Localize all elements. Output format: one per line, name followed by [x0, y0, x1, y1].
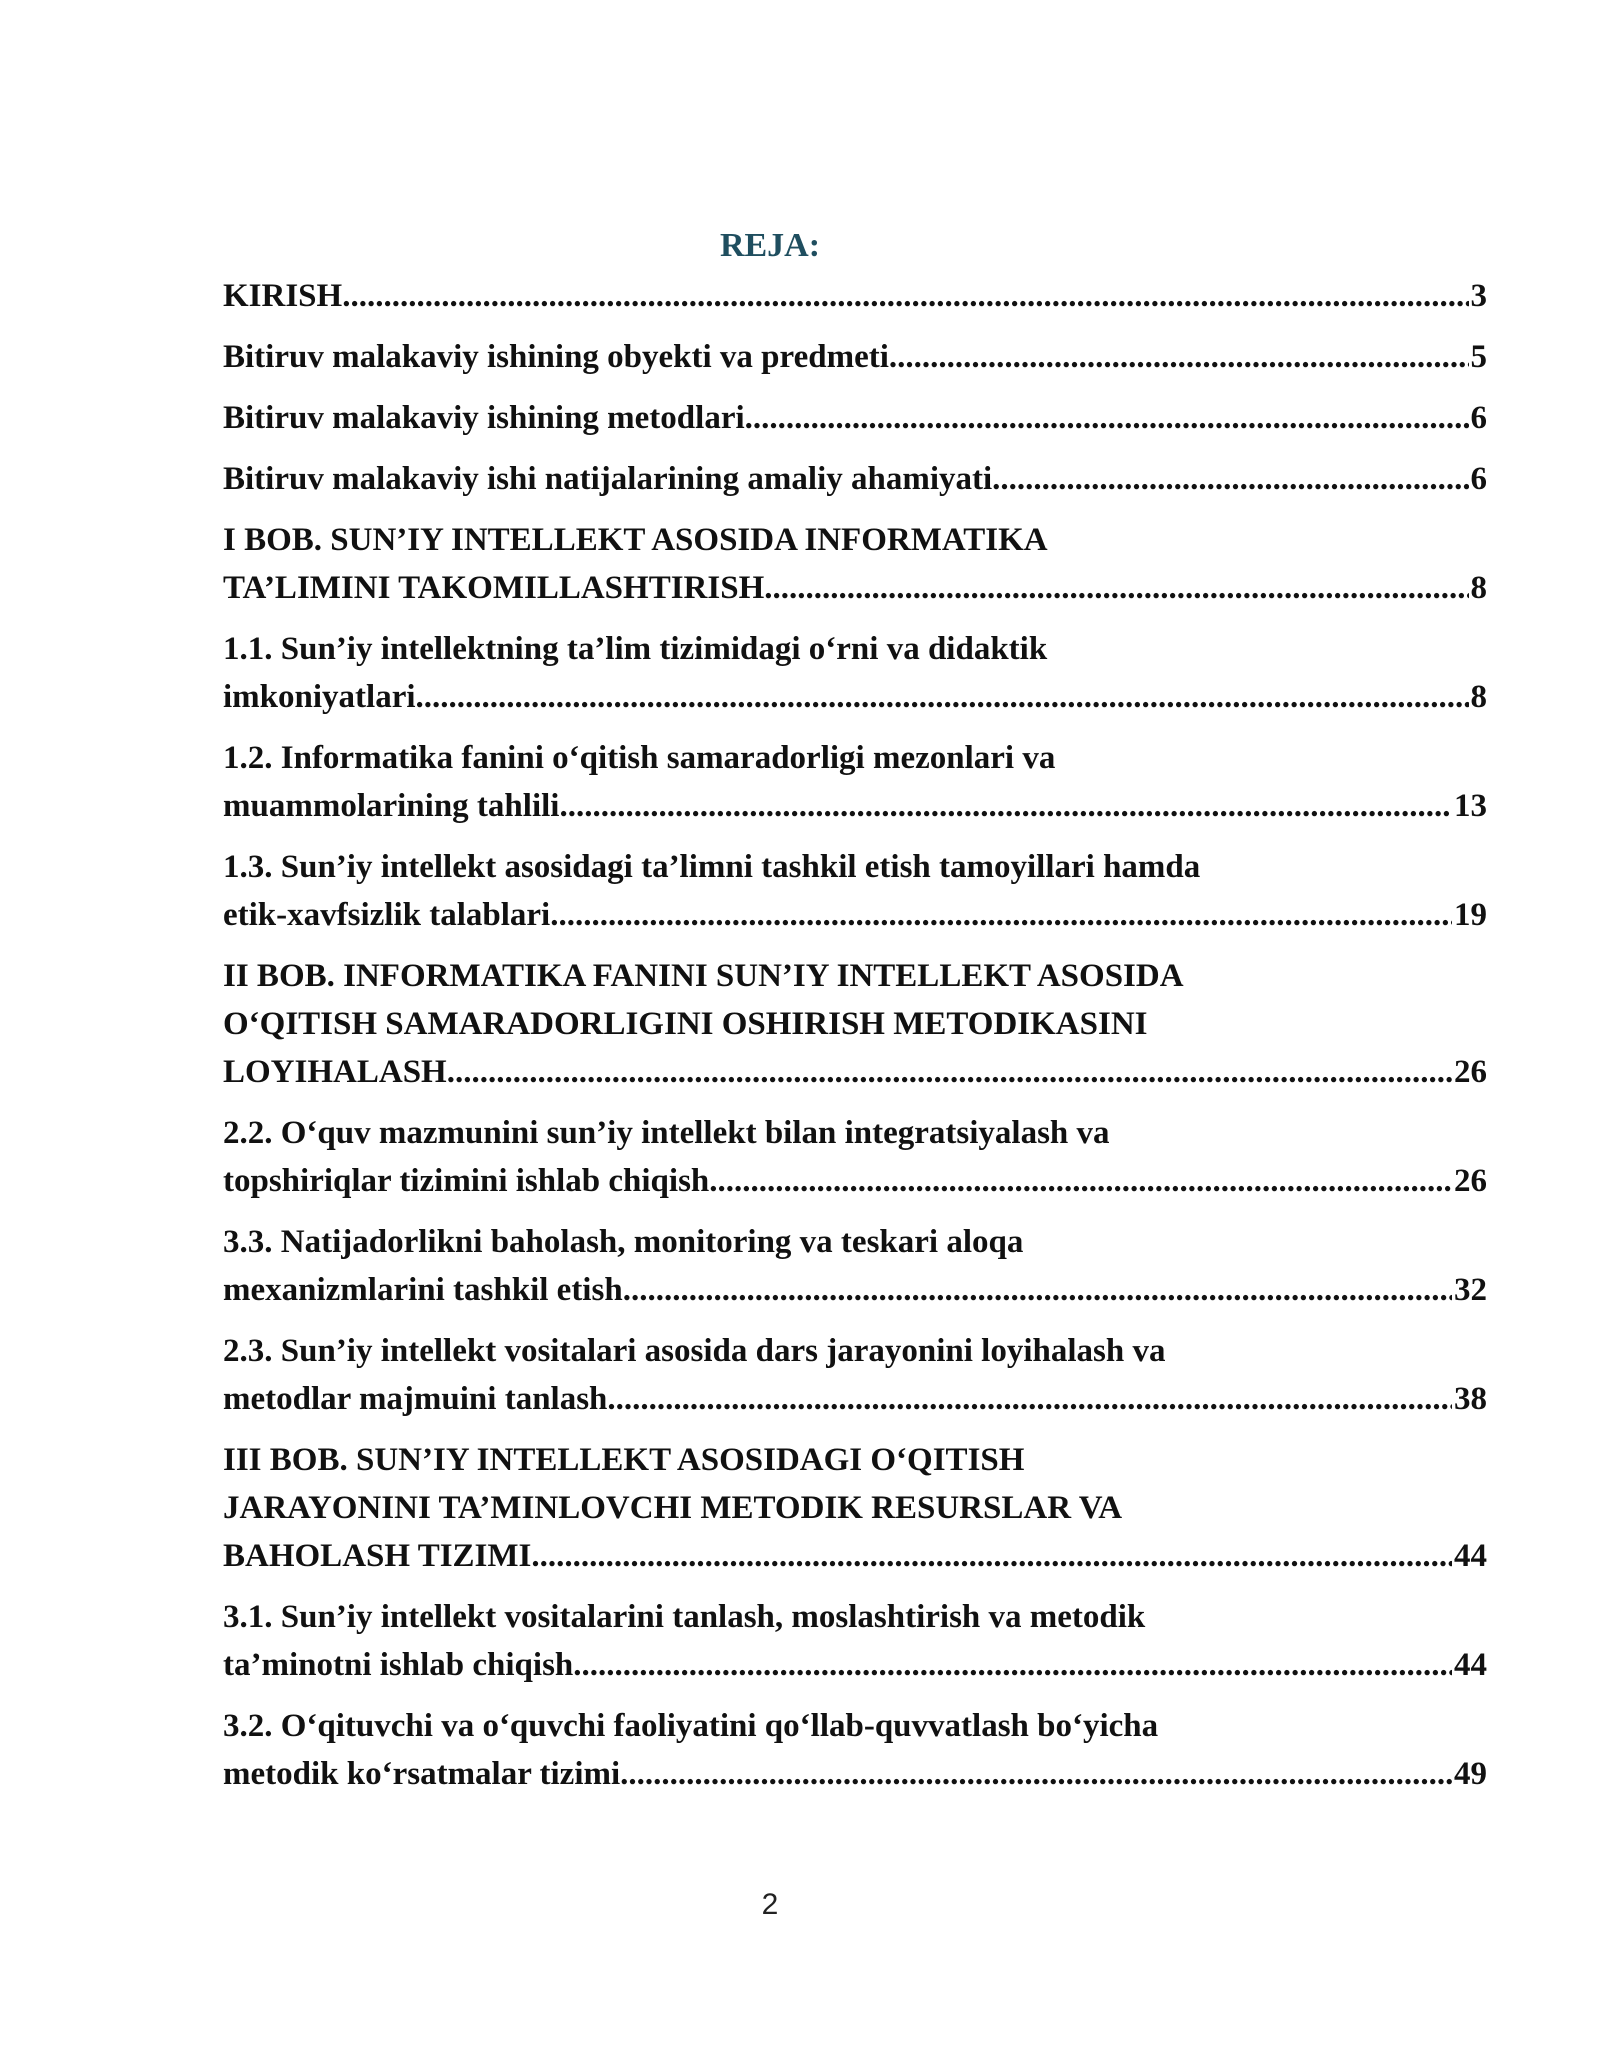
toc-entry-last-line	[223, 1375, 1487, 1423]
dot-leader	[550, 891, 1452, 939]
toc-entry	[223, 1327, 1487, 1423]
toc-entry-page: 32	[1454, 1272, 1487, 1308]
toc-entry-last-line	[223, 394, 1487, 442]
toc-entry-last-line	[223, 1157, 1487, 1205]
toc-entry-page: 49	[1454, 1756, 1487, 1792]
toc-entry-text: TA’LIMINI TAKOMILLASHTIRISH	[223, 570, 765, 606]
toc-entry-text: Bitiruv malakaviy ishining obyekti va predmeti	[223, 339, 889, 375]
toc-entry	[223, 734, 1487, 830]
toc-entry	[223, 1436, 1487, 1580]
dot-leader	[559, 782, 1452, 830]
toc-entry-line: O‘QITISH SAMARADORLIGINI OSHIRISH METODIKASINI	[223, 1006, 1148, 1042]
toc-entry-last-line	[223, 455, 1487, 503]
toc-entry-page: 3	[1470, 278, 1487, 314]
toc-entry-text: etik-xavfsizlik talablari	[223, 897, 551, 933]
dot-leader	[607, 1375, 1452, 1423]
toc-entry-page: 13	[1454, 788, 1487, 824]
toc-entry-line: 2.2. O‘quv mazmunini sun’iy intellekt bilan integratsiyalash va	[223, 1115, 1110, 1151]
toc-entry-line: II BOB. INFORMATIKA FANINI SUN’IY INTELLEKT ASOSIDA	[223, 958, 1184, 994]
toc-entry	[223, 952, 1487, 1096]
dot-leader	[992, 455, 1468, 503]
toc-entry-line: 2.3. Sun’iy intellekt vositalari asosida dars jarayonini loyihalash va	[223, 1333, 1166, 1369]
toc-entry	[223, 455, 1487, 503]
toc-entry-text: metodlar majmuini tanlash	[223, 1381, 608, 1417]
page-title: REJA:	[719, 227, 821, 264]
toc-entry	[223, 625, 1487, 721]
toc-entry-text: ta’minotni ishlab chiqish	[223, 1647, 574, 1683]
toc-entry-last-line	[223, 564, 1487, 612]
toc-entry-last-line	[223, 1750, 1487, 1798]
toc-entry-text: LOYIHALASH	[223, 1054, 447, 1090]
toc-entry-page: 44	[1454, 1538, 1487, 1574]
toc-entry-text: imkoniyatlari	[223, 679, 416, 715]
toc-entry-text: topshiriqlar tizimini ishlab chiqish	[223, 1163, 710, 1199]
toc-entry	[223, 272, 1487, 320]
dot-leader	[531, 1532, 1452, 1580]
page-number: 2	[761, 1888, 779, 1921]
toc-entry-line: III BOB. SUN’IY INTELLEKT ASOSIDAGI O‘QITISH	[223, 1442, 1025, 1478]
toc-entry-last-line	[223, 1266, 1487, 1314]
toc-entry-line: 3.1. Sun’iy intellekt vositalarini tanlash, moslashtirish va metodik	[223, 1599, 1146, 1635]
table-of-contents	[223, 272, 1487, 1811]
toc-entry-last-line	[223, 272, 1487, 320]
toc-entry-page: 8	[1470, 570, 1487, 606]
toc-entry-page: 6	[1470, 400, 1487, 436]
toc-entry	[223, 1593, 1487, 1689]
toc-entry-page: 5	[1470, 339, 1487, 375]
toc-entry-line: JARAYONINI TA’MINLOVCHI METODIK RESURSLAR VA	[223, 1490, 1123, 1526]
toc-entry-line: 3.3. Natijadorlikni baholash, monitoring va teskari aloqa	[223, 1224, 1024, 1260]
dot-leader	[709, 1157, 1452, 1205]
toc-entry-last-line	[223, 782, 1487, 830]
toc-entry-page: 6	[1470, 461, 1487, 497]
toc-entry-page: 44	[1454, 1647, 1487, 1683]
toc-entry-page: 26	[1454, 1163, 1487, 1199]
toc-entry-last-line	[223, 1048, 1487, 1096]
toc-entry-text: Bitiruv malakaviy ishi natijalarining amaliy ahamiyati	[223, 461, 993, 497]
toc-entry-last-line	[223, 333, 1487, 381]
toc-entry-line: 1.2. Informatika fanini o‘qitish samaradorligi mezonlari va	[223, 740, 1056, 776]
dot-leader	[889, 333, 1469, 381]
dot-leader	[620, 1750, 1452, 1798]
dot-leader	[342, 272, 1468, 320]
toc-entry-last-line	[223, 891, 1487, 939]
dot-leader	[416, 673, 1469, 721]
toc-entry-text: KIRISH	[223, 278, 343, 314]
dot-leader	[573, 1641, 1452, 1689]
dot-leader	[745, 394, 1469, 442]
toc-entry-text: muammolarining tahlili	[223, 788, 560, 824]
toc-entry-line: 1.3. Sun’iy intellekt asosidagi ta’limni tashkil etish tamoyillari hamda	[223, 849, 1201, 885]
dot-leader	[447, 1048, 1452, 1096]
toc-entry	[223, 1109, 1487, 1205]
toc-entry	[223, 394, 1487, 442]
toc-entry	[223, 843, 1487, 939]
toc-entry-line: I BOB. SUN’IY INTELLEKT ASOSIDA INFORMATIKA	[223, 522, 1048, 558]
toc-entry-page: 8	[1470, 679, 1487, 715]
toc-entry-last-line	[223, 673, 1487, 721]
toc-entry	[223, 516, 1487, 612]
dot-leader	[764, 564, 1468, 612]
toc-entry-text: metodik ko‘rsatmalar tizimi	[223, 1756, 621, 1792]
toc-entry-last-line	[223, 1532, 1487, 1580]
toc-entry	[223, 333, 1487, 381]
toc-entry-page: 26	[1454, 1054, 1487, 1090]
toc-entry-text: BAHOLASH TIZIMI	[223, 1538, 532, 1574]
toc-entry-text: mexanizmlarini tashkil etish	[223, 1272, 623, 1308]
toc-entry	[223, 1218, 1487, 1314]
toc-entry-page: 38	[1454, 1381, 1487, 1417]
toc-entry-line: 1.1. Sun’iy intellektning ta’lim tizimidagi o‘rni va didaktik	[223, 631, 1048, 667]
toc-entry	[223, 1702, 1487, 1798]
toc-entry-page: 19	[1454, 897, 1487, 933]
toc-entry-line: 3.2. O‘qituvchi va o‘quvchi faoliyatini qo‘llab-quvvatlash bo‘yicha	[223, 1708, 1159, 1744]
toc-entry-text: Bitiruv malakaviy ishining metodlari	[223, 400, 745, 436]
dot-leader	[623, 1266, 1452, 1314]
toc-entry-last-line	[223, 1641, 1487, 1689]
